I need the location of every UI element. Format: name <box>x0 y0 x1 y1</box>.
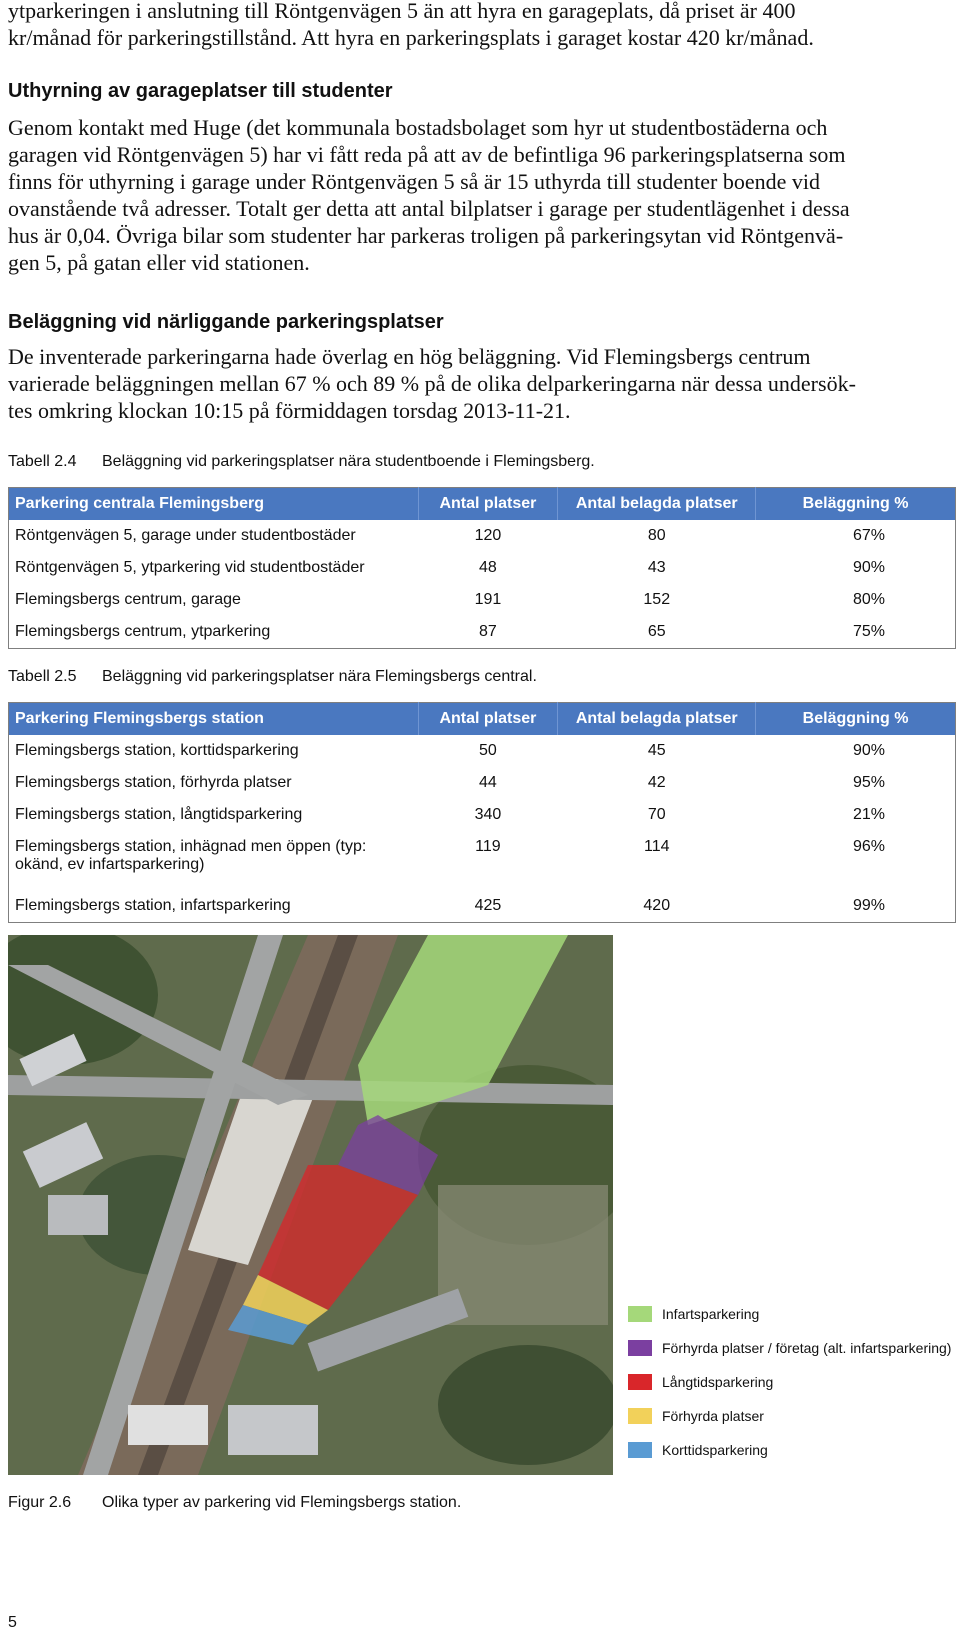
cell-occupied: 80 <box>647 527 666 544</box>
table-row <box>9 552 956 584</box>
cell-location: Flemingsbergs station, infartsparkering <box>15 897 291 914</box>
column-header: Beläggning % <box>756 703 956 736</box>
table-row <box>9 584 956 616</box>
section2-line: tes omkring klockan 10:15 på förmiddagen torsdag 2013-11-21. <box>8 398 571 423</box>
cell-occupied: 420 <box>643 897 671 914</box>
legend-label: Förhyrda platser <box>662 1408 764 1424</box>
cell-spaces: 340 <box>474 806 502 823</box>
intro-paragraph <box>8 0 948 51</box>
cell-occupancy: 21% <box>852 806 885 823</box>
cell-occupied: 45 <box>647 742 666 759</box>
cell-spaces: 191 <box>474 591 502 608</box>
cell-spaces: 425 <box>474 897 502 914</box>
table2-caption-number: Tabell 2.5 <box>8 668 77 685</box>
table1-caption-text: Beläggning vid parkeringsplatser nära studentboende i Flemingsberg. <box>102 453 595 470</box>
cell-occupancy: 99% <box>852 897 885 914</box>
cell-spaces: 48 <box>479 559 497 576</box>
figure-caption-text: Olika typer av parkering vid Flemingsbergs station. <box>102 1494 462 1511</box>
legend-swatch <box>628 1442 652 1458</box>
table-row <box>9 890 956 923</box>
section1-line: finns för uthyrning i garage under Röntgenvägen 5 så är 15 uthyrda till studenter boende vid <box>8 169 820 194</box>
column-header: Antal platser <box>418 703 558 736</box>
cell-occupancy: 90% <box>852 559 885 576</box>
cell-occupied: 65 <box>647 623 666 640</box>
figure-caption <box>8 1494 461 1512</box>
aerial-map-image <box>8 935 613 1475</box>
cell-location: Flemingsbergs station, korttidsparkering <box>15 742 299 759</box>
cell-occupancy: 75% <box>852 623 885 640</box>
cell-occupancy: 95% <box>852 774 885 791</box>
table-row <box>9 735 956 767</box>
cell-spaces: 87 <box>479 623 497 640</box>
intro-line-2: kr/månad för parkeringstillstånd. Att hyra en parkeringsplats i garaget kostar 420 kr/månad. <box>8 25 814 50</box>
cell-occupied: 43 <box>647 559 666 576</box>
column-header: Beläggning % <box>756 488 956 521</box>
column-header: Antal platser <box>418 488 558 521</box>
cell-location: Röntgenvägen 5, ytparkering vid studentbostäder <box>15 559 365 576</box>
page-number: 5 <box>8 1614 17 1631</box>
legend-swatch <box>628 1306 652 1322</box>
section1-line: hus är 0,04. Övriga bilar som studenter har parkeras troligen på parkeringsytan vid Röntgenvä- <box>8 223 844 248</box>
section-heading-garage-rental: Uthyrning av garageplatser till studenter <box>8 80 393 102</box>
section1-line: ovanstående två adresser. Totalt ger detta att antal bilplatser i garage per studentlägenhet i dessa <box>8 196 850 221</box>
section2-line: De inventerade parkeringarna hade överlag en hög beläggning. Vid Flemingsbergs centrum <box>8 344 811 369</box>
section1-line: Genom kontakt med Huge (det kommunala bostadsbolaget som hyr ut studentbostäderna och <box>8 115 828 140</box>
cell-location: Flemingsbergs station, långtidsparkering <box>15 806 303 823</box>
column-header: Parkering Flemingsbergs station <box>9 703 419 736</box>
section1-line: garagen vid Röntgenvägen 5) har vi fått reda på att av de befintliga 96 parkeringsplatserna som <box>8 142 846 167</box>
cell-location: Flemingsbergs centrum, garage <box>15 591 241 608</box>
cell-occupied: 114 <box>643 838 670 855</box>
cell-occupancy: 67% <box>852 527 885 544</box>
cell-occupancy: 96% <box>852 838 885 855</box>
table-central-flemingsberg <box>8 487 956 649</box>
table-row <box>9 767 956 799</box>
cell-occupancy: 90% <box>852 742 885 759</box>
table-header-row <box>9 703 956 736</box>
cell-location: Flemingsbergs centrum, ytparkering <box>15 623 271 640</box>
building <box>48 1195 108 1235</box>
forest-area <box>438 1345 613 1465</box>
cell-location-line: okänd, ev infartsparkering) <box>15 856 205 873</box>
table-row <box>9 799 956 831</box>
table1-caption-number: Tabell 2.4 <box>8 453 77 470</box>
section2-line: varierade beläggningen mellan 67 % och 89 % på de olika delparkeringarna när dessa undersök- <box>8 371 856 396</box>
legend-label: Förhyrda platser / företag (alt. infartsparkering) <box>662 1340 952 1356</box>
table2-caption-text: Beläggning vid parkeringsplatser nära Flemingsbergs central. <box>102 668 537 685</box>
cell-occupied: 42 <box>647 774 666 791</box>
legend-swatch <box>628 1340 652 1356</box>
legend-label: Långtidsparkering <box>662 1374 774 1390</box>
legend-label: Korttidsparkering <box>662 1442 768 1458</box>
cell-spaces: 119 <box>475 838 501 855</box>
section-heading-occupancy: Beläggning vid närliggande parkeringsplatser <box>8 311 444 333</box>
legend-swatch <box>628 1374 652 1390</box>
table2-caption <box>8 668 537 686</box>
table-header-row <box>9 488 956 521</box>
section1-line: gen 5, på gatan eller vid stationen. <box>8 250 310 275</box>
legend-label: Infartsparkering <box>662 1306 760 1322</box>
table1-caption <box>8 453 595 471</box>
table-row <box>9 616 956 649</box>
cell-spaces: 44 <box>479 774 497 791</box>
cell-spaces: 50 <box>479 742 497 759</box>
table-row <box>9 831 956 890</box>
cell-location <box>9 831 419 890</box>
cell-occupied: 70 <box>647 806 666 823</box>
section2-paragraph <box>8 343 948 424</box>
table-row <box>9 520 956 552</box>
cell-location-line: Flemingsbergs station, inhägnad men öppen (typ: <box>15 838 367 855</box>
column-header: Parkering centrala Flemingsberg <box>9 488 419 521</box>
table-flemingsberg-station <box>8 702 956 923</box>
building <box>228 1405 318 1455</box>
cell-occupancy: 80% <box>852 591 885 608</box>
column-header: Antal belagda platser <box>558 488 756 521</box>
column-header: Antal belagda platser <box>558 703 756 736</box>
cell-location: Röntgenvägen 5, garage under studentbostäder <box>15 527 356 544</box>
section1-paragraph <box>8 114 948 276</box>
cell-occupied: 152 <box>643 591 671 608</box>
legend-swatch <box>628 1408 652 1424</box>
intro-line-1: ytparkeringen i anslutning till Röntgenvägen 5 än att hyra en garageplats, då priset är 400 <box>8 0 796 23</box>
cell-location: Flemingsbergs station, förhyrda platser <box>15 774 292 791</box>
cell-spaces: 120 <box>474 527 502 544</box>
building <box>128 1405 208 1445</box>
figure-caption-number: Figur 2.6 <box>8 1494 72 1511</box>
